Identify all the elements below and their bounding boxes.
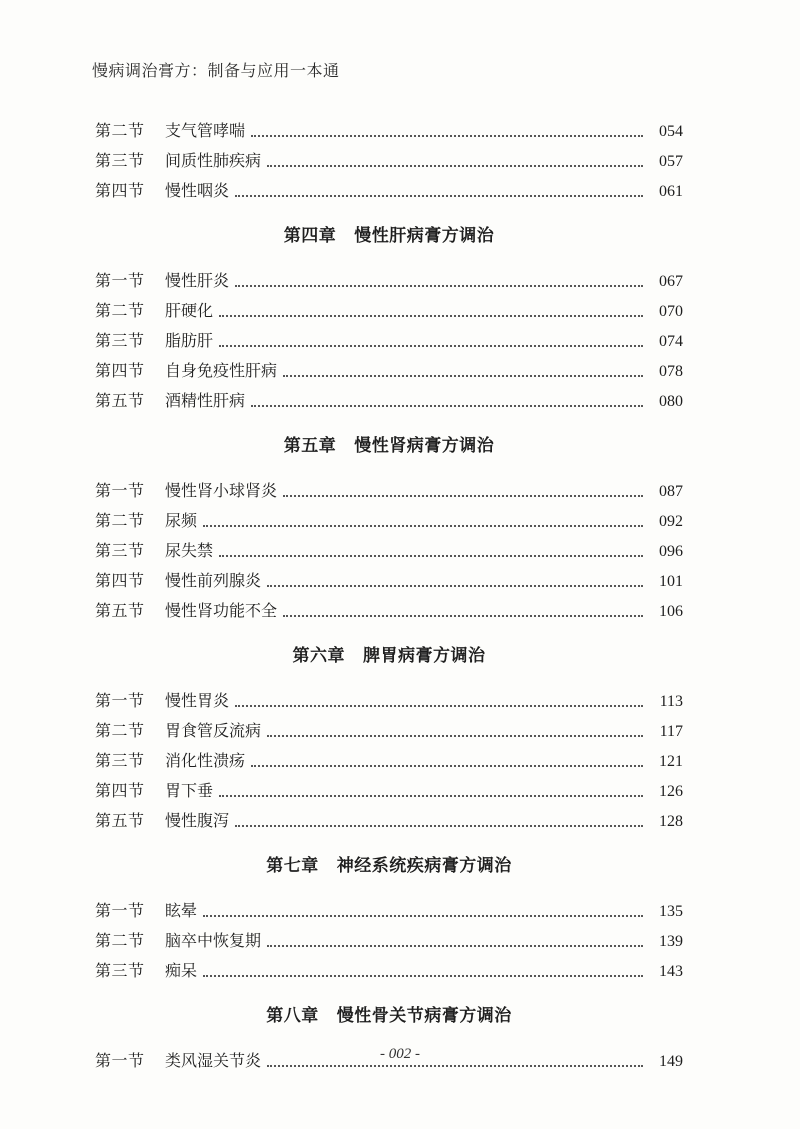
dot-leader [267,164,643,167]
section-number: 第五节 [95,811,145,830]
toc-entry[interactable] [95,146,683,176]
section-number: 第二节 [95,511,145,530]
toc-entry[interactable] [95,176,683,206]
section-number: 第五节 [95,391,145,410]
dot-leader [219,344,643,347]
page-reference: 080 [659,393,683,410]
page-number: - 002 - [380,1046,420,1062]
toc-entry[interactable] [95,356,683,386]
section-number: 第二节 [95,721,145,740]
chapter-heading [95,210,683,260]
section-number: 第四节 [95,781,145,800]
page-reference: 113 [659,693,683,710]
section-number: 第一节 [95,901,145,920]
page-reference: 121 [659,753,683,770]
dot-leader [267,944,643,947]
page-reference: 101 [659,573,683,590]
toc-entry[interactable] [95,776,683,806]
dot-leader [219,794,643,797]
section-title: 消化性溃疡 [165,751,246,770]
chapter-heading [95,630,683,680]
chapter-title: 神经系统疾病膏方调治 [336,856,512,876]
chapter-heading [95,420,683,470]
chapter-title: 脾胃病膏方调治 [363,646,486,666]
dot-leader [267,584,643,587]
page-reference: 078 [659,363,683,380]
section-title: 尿失禁 [165,541,214,560]
section-title: 胃食管反流病 [165,721,262,740]
section-number: 第四节 [95,571,145,590]
chapter-heading [95,990,683,1040]
section-number: 第四节 [95,361,145,380]
toc-entry[interactable] [95,116,683,146]
dot-leader [267,1064,643,1067]
toc-entry[interactable] [95,536,683,566]
section-number: 第五节 [95,601,145,620]
section-title: 慢性前列腺炎 [165,571,262,590]
section-title: 慢性咽炎 [165,181,230,200]
dot-leader [235,824,643,827]
toc-entry[interactable] [95,296,683,326]
chapter-title: 慢性肾病膏方调治 [354,436,495,456]
running-header: 慢病调治膏方：制备与应用一本通 [92,61,340,80]
chapter-number: 第四章 [283,226,337,246]
section-title: 胃下垂 [165,781,214,800]
section-title: 慢性肾小球肾炎 [165,481,278,500]
page-reference: 054 [659,123,683,140]
dot-leader [235,284,643,287]
section-title: 自身免疫性肝病 [165,361,278,380]
page-reference: 143 [659,963,683,980]
section-title: 支气管哮喘 [165,121,246,140]
dot-leader [219,554,643,557]
page-reference: 087 [659,483,683,500]
toc-entry[interactable] [95,716,683,746]
dot-leader [267,734,643,737]
dot-leader [251,404,643,407]
chapter-number: 第五章 [283,436,337,456]
page-reference: 117 [659,723,683,740]
section-number: 第一节 [95,1051,145,1070]
section-number: 第一节 [95,481,145,500]
section-number: 第三节 [95,151,145,170]
dot-leader [219,314,643,317]
section-title: 慢性胃炎 [165,691,230,710]
section-number: 第一节 [95,691,145,710]
section-title: 慢性肾功能不全 [165,601,278,620]
dot-leader [203,914,643,917]
page-reference: 135 [659,903,683,920]
toc-entry[interactable] [95,926,683,956]
table-of-contents [95,116,683,1076]
toc-entry[interactable] [95,476,683,506]
toc-entry[interactable] [95,896,683,926]
dot-leader [251,764,643,767]
section-number: 第四节 [95,181,145,200]
section-title: 间质性肺疾病 [165,151,262,170]
chapter-title: 慢性骨关节病膏方调治 [336,1006,512,1026]
section-title: 尿频 [165,511,198,530]
toc-entry[interactable] [95,806,683,836]
section-title: 眩晕 [165,901,198,920]
toc-entry[interactable] [95,506,683,536]
toc-entry[interactable] [95,596,683,626]
dot-leader [235,704,643,707]
section-title: 肝硬化 [165,301,214,320]
chapter-title: 慢性肝病膏方调治 [354,226,495,246]
section-number: 第一节 [95,271,145,290]
dot-leader [203,974,643,977]
page-reference: 070 [659,303,683,320]
dot-leader [283,374,643,377]
page-reference: 128 [659,813,683,830]
page-reference: 106 [659,603,683,620]
toc-entry[interactable] [95,566,683,596]
dot-leader [283,614,643,617]
chapter-number: 第六章 [292,646,345,666]
section-title: 慢性肝炎 [165,271,230,290]
page-reference: 067 [659,273,683,290]
section-number: 第三节 [95,541,145,560]
dot-leader [203,524,643,527]
section-title: 酒精性肝病 [165,391,246,410]
toc-entry[interactable] [95,956,683,986]
dot-leader [283,494,643,497]
page-reference: 092 [659,513,683,530]
chapter-heading [95,840,683,890]
section-title: 脂肪肝 [165,331,214,350]
page-reference: 139 [659,933,683,950]
section-title: 慢性腹泻 [165,811,230,830]
chapter-number: 第七章 [266,856,319,876]
section-number: 第二节 [95,931,145,950]
dot-leader [251,134,643,137]
section-number: 第二节 [95,121,145,140]
section-title: 痴呆 [165,961,198,980]
section-number: 第三节 [95,331,145,350]
toc-entry[interactable] [95,746,683,776]
page-reference: 149 [659,1053,683,1070]
page-reference: 126 [659,783,683,800]
page-reference: 074 [659,333,683,350]
toc-entry[interactable] [95,266,683,296]
section-number: 第二节 [95,301,145,320]
section-title: 脑卒中恢复期 [165,931,262,950]
chapter-number: 第八章 [266,1006,319,1026]
toc-entry[interactable] [95,326,683,356]
section-title: 类风湿关节炎 [165,1051,262,1070]
dot-leader [235,194,643,197]
toc-entry[interactable] [95,386,683,416]
page-reference: 061 [659,183,683,200]
section-number: 第三节 [95,961,145,980]
section-number: 第三节 [95,751,145,770]
page-reference: 096 [659,543,683,560]
page-reference: 057 [659,153,683,170]
toc-entry[interactable] [95,686,683,716]
